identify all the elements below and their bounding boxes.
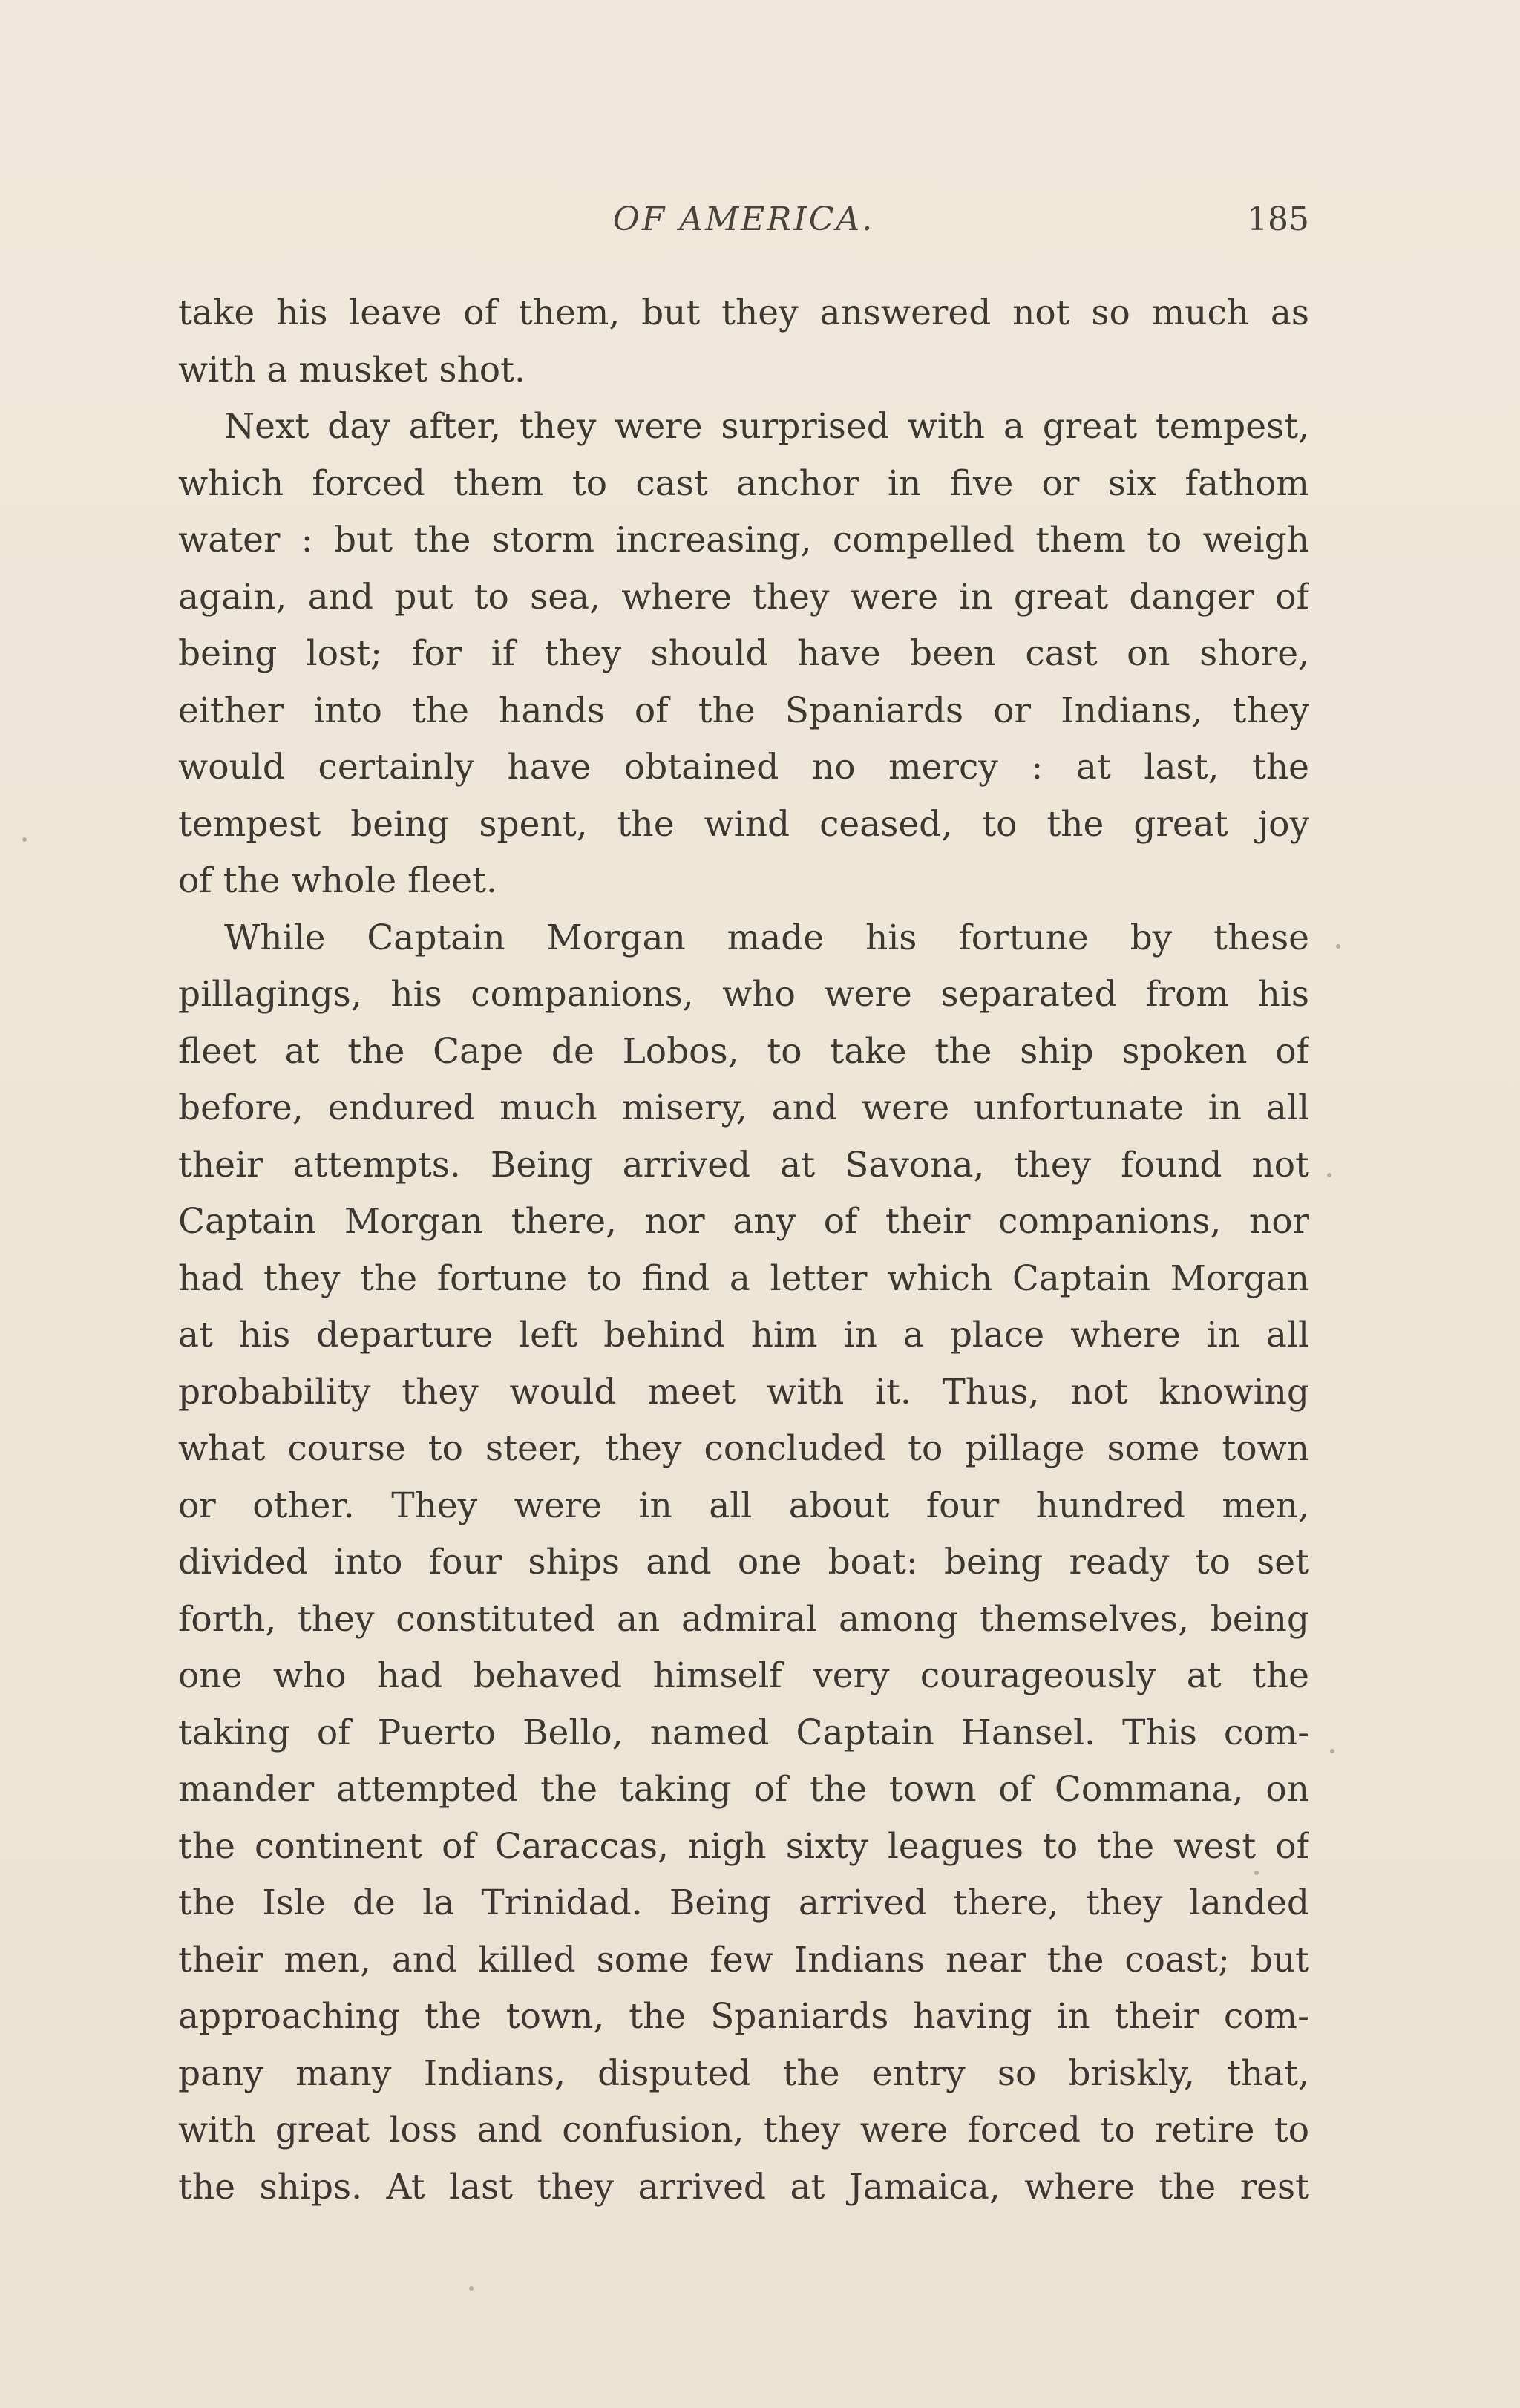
text-line: had they the fortune to find a letter which Captain Morgan (178, 1257, 1309, 1299)
text-line: one who had behaved himself very courageously at the (178, 1655, 1309, 1696)
running-title: OF AMERICA. (612, 200, 875, 238)
text-line: water : but the storm increasing, compelled them to weigh (178, 520, 1309, 560)
paper-speck (1336, 944, 1340, 949)
text-line: pillagings, his companions, who were separated from his (178, 974, 1309, 1015)
text-line: with great loss and confusion, they were forced to retire to (178, 2110, 1309, 2150)
text-line: approaching the town, the Spaniards having in their com- (178, 1996, 1309, 2037)
text-line: Captain Morgan there, nor any of their companions, nor (178, 1201, 1309, 1242)
text-line: pany many Indians, disputed the entry so briskly, that, (178, 2052, 1309, 2094)
text-line: with a musket shot. (178, 349, 525, 390)
text-line: what course to steer, they concluded to pillage some town (178, 1428, 1309, 1469)
text-line: the ships. At last they arrived at Jamaica, where the rest (178, 2166, 1309, 2208)
text-line: the Isle de la Trinidad. Being arrived there, they landed (178, 1882, 1309, 1923)
text-line: their men, and killed some few Indians near the coast; but (178, 1939, 1309, 1980)
paper-speck (469, 2286, 474, 2291)
text-line: probability they would meet with it. Thus, not knowing (178, 1371, 1309, 1413)
text-line: at his departure left behind him in a place where in all (178, 1315, 1309, 1355)
paper-speck (1327, 1173, 1331, 1177)
text-line: mander attempted the taking of the town of Commana, on (178, 1769, 1309, 1810)
paragraph-first-line: While Captain Morgan made his fortune by these (224, 917, 1309, 958)
paper-speck (22, 837, 27, 842)
text-line: tempest being spent, the wind ceased, to the great joy (178, 803, 1309, 845)
text-line: or other. They were in all about four hundred men, (178, 1485, 1309, 1526)
text-line: the continent of Caraccas, nigh sixty leagues to the west of (178, 1825, 1309, 1867)
text-line: divided into four ships and one boat: being ready to set (178, 1542, 1309, 1583)
text-line: either into the hands of the Spaniards or Indians, they (178, 690, 1309, 731)
paper-speck (1254, 1871, 1259, 1875)
body-text (178, 285, 1309, 2216)
text-line: before, endured much misery, and were unfortunate in all (178, 1087, 1309, 1128)
text-line: forth, they constituted an admiral among themselves, being (178, 1598, 1309, 1640)
page-number: 185 (1247, 200, 1309, 238)
text-line: fleet at the Cape de Lobos, to take the ship spoken of (178, 1030, 1309, 1072)
text-line: take his leave of them, but they answered not so much as (178, 292, 1309, 333)
text-line: would certainly have obtained no mercy : at last, the (178, 747, 1309, 788)
paragraph-first-line: Next day after, they were surprised with a great tempest, (224, 406, 1309, 447)
text-line: taking of Puerto Bello, named Captain Hansel. This com- (178, 1712, 1309, 1753)
text-line: of the whole fleet. (178, 860, 497, 901)
text-line: being lost; for if they should have been cast on shore, (178, 633, 1309, 674)
paper-speck (1330, 1749, 1334, 1753)
text-line: their attempts. Being arrived at Savona, they found not (178, 1144, 1309, 1185)
text-line: again, and put to sea, where they were in great danger of (178, 576, 1309, 618)
text-line: which forced them to cast anchor in five or six fathom (178, 462, 1309, 504)
page-header (178, 200, 1309, 245)
